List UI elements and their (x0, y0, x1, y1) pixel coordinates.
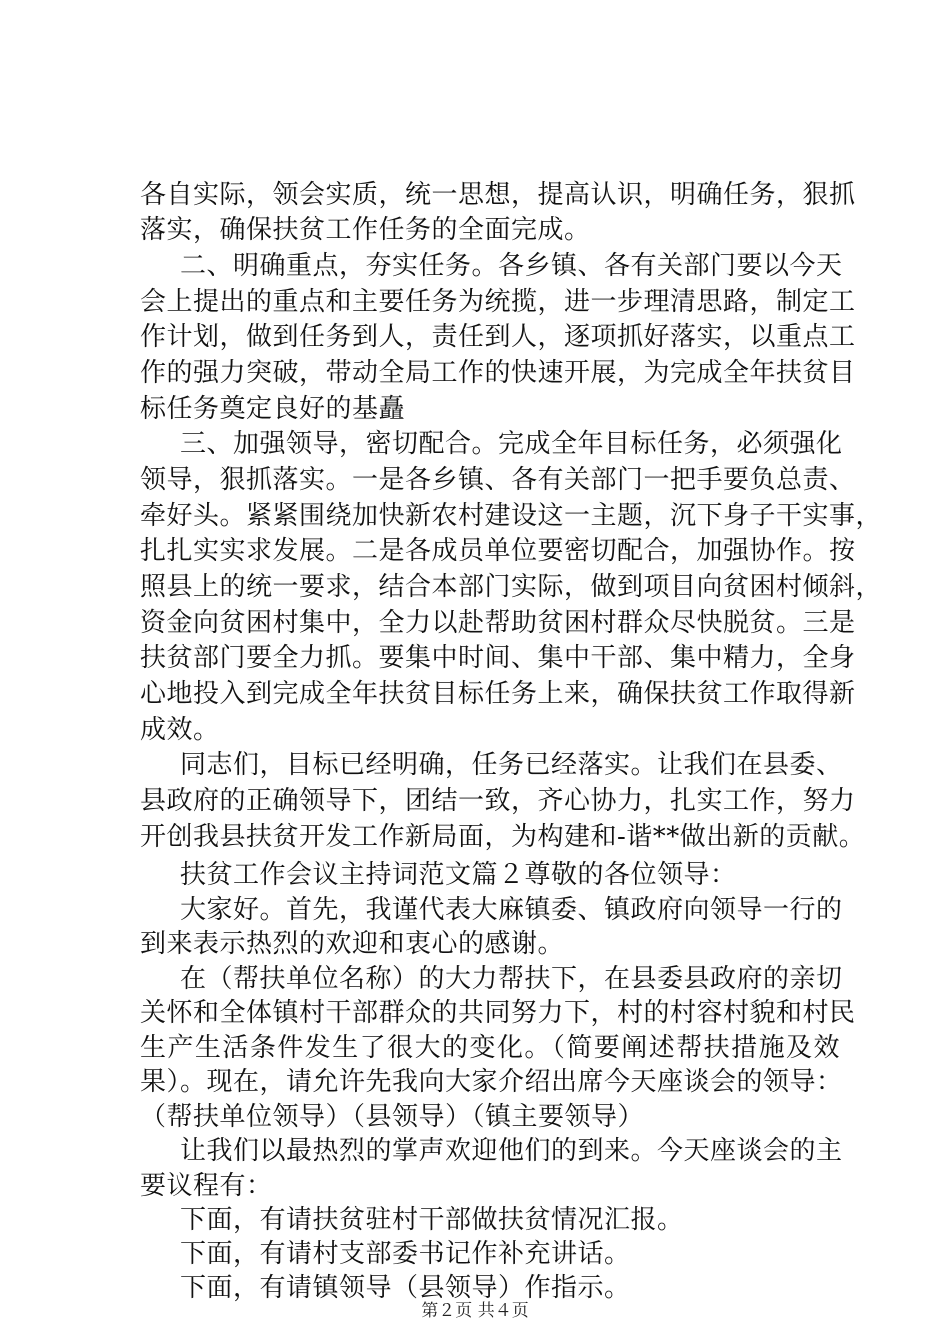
text-line: 心地投入到完成全年扶贫目标任务上来，确保扶贫工作取得新 (140, 679, 856, 709)
text-line: 标任务奠定良好的基矗 (140, 394, 406, 424)
text-line: 在（帮扶单位名称）的大力帮扶下，在县委县政府的亲切 (180, 964, 843, 994)
text-line: 到来表示热烈的欢迎和衷心的感谢。 (140, 929, 565, 959)
text-line: 大家好。首先，我谨代表大麻镇委、镇政府向领导一行的 (180, 895, 843, 925)
text-line: 成效。 (140, 715, 220, 745)
agenda-line: 下面，有请镇领导（县领导）作指示。 (180, 1273, 631, 1303)
text-line: （帮扶单位领导）（县领导）（镇主要领导） (140, 1102, 645, 1132)
text-line: 二、明确重点，夯实任务。各乡镇、各有关部门要以今天 (180, 251, 843, 281)
text-line: 作计划，做到任务到人，责任到人，逐项抓好落实，以重点工 (140, 322, 856, 352)
text-line: 扎扎实实求发展。二是各成员单位要密切配合，加强协作。按 (140, 536, 856, 566)
agenda-line: 下面，有请扶贫驻村干部做扶贫情况汇报。 (180, 1205, 684, 1235)
text-line: 会上提出的重点和主要任务为统揽，进一步理清思路，制定工 (140, 287, 856, 317)
text-line: 各自实际，领会实质，统一思想，提高认识，明确任务，狠抓 (140, 180, 856, 210)
text-line: 作的强力突破，带动全局工作的快速开展，为完成全年扶贫目 (140, 358, 856, 388)
text-line: 照县上的统一要求，结合本部门实际，做到项目向贫困村倾斜， (140, 572, 883, 602)
text-line: 领导，狠抓落实。一是各乡镇、各有关部门一把手要负总责、 (140, 465, 856, 495)
text-line: 县政府的正确领导下，团结一致，齐心协力，扎实工作，努力 (140, 786, 856, 816)
page-footer: 第２页 共４页 (421, 1301, 529, 1321)
agenda-line: 下面，有请村支部委书记作补充讲话。 (180, 1239, 631, 1269)
text-line: 落实，确保扶贫工作任务的全面完成。 (140, 215, 591, 245)
text-line: 生产生活条件发生了很大的变化。（简要阐述帮扶措施及效 (140, 1033, 840, 1063)
text-line: 同志们，目标已经明确，任务已经落实。让我们在县委、 (180, 750, 843, 780)
text-line: 果）。现在，请允许先我向大家介绍出席今天座谈会的领导： (140, 1067, 843, 1097)
text-line: 扶贫部门要全力抓。要集中时间、集中干部、集中精力，全身 (140, 643, 856, 673)
text-line: 资金向贫困村集中，全力以赴帮助贫困村群众尽快脱贫。三是 (140, 608, 856, 638)
text-line: 要议程有： (140, 1171, 273, 1201)
text-line: 牵好头。紧紧围绕加快新农村建设这一主题，沉下身子干实事， (140, 501, 883, 531)
section-heading: 扶贫工作会议主持词范文篇２尊敬的各位领导： (180, 860, 737, 890)
text-line: 关怀和全体镇村干部群众的共同努力下，村的村容村貌和村民 (140, 998, 856, 1028)
text-line: 三、加强领导，密切配合。完成全年目标任务，必须强化 (180, 429, 843, 459)
text-line: 让我们以最热烈的掌声欢迎他们的到来。今天座谈会的主 (180, 1136, 843, 1166)
text-line: 开创我县扶贫开发工作新局面，为构建和-谐**做出新的贡献。 (140, 822, 866, 852)
